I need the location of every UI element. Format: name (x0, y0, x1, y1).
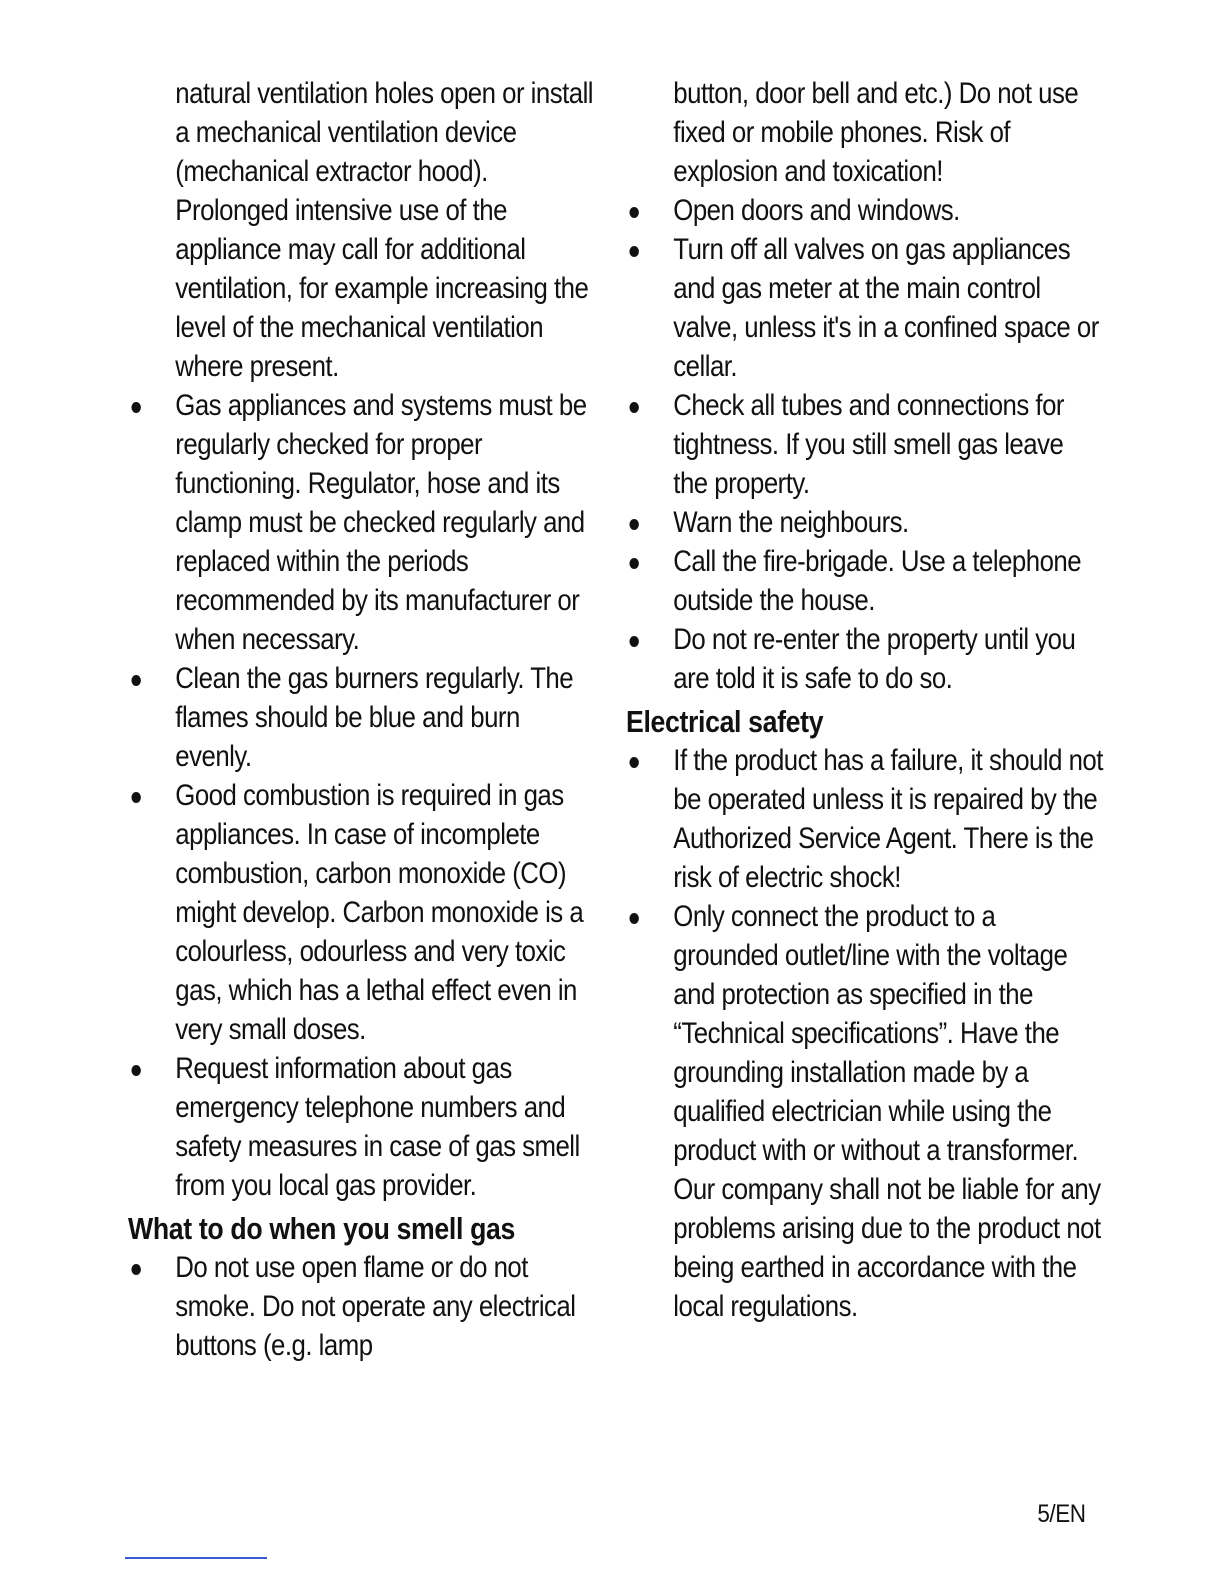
list-item: Open doors and windows. (626, 191, 1103, 230)
list-item: Do not use open flame or do not smoke. Do not operate any electrical buttons (e.g. lamp (128, 1248, 597, 1365)
list-item: If the product has a failure, it should not be operated unless it is repaired by the Authorized Service Agent. There is the risk of electric shock! (626, 741, 1103, 897)
left-column (128, 74, 597, 1365)
list-item-continuation: natural ventilation holes open or install a mechanical ventilation device (mechanical extractor hood). Prolonged intensive use of the appliance may call for additional ventilation, for example increasing the level of the mechanical ventilation where present. (175, 77, 594, 383)
list-item: Clean the gas burners regularly. The flames should be blue and burn evenly. (128, 659, 597, 776)
list-item: Call the fire-brigade. Use a telephone outside the house. (626, 542, 1103, 620)
list-item: Check all tubes and connections for tightness. If you still smell gas leave the property. (626, 386, 1103, 503)
list-item: Warn the neighbours. (626, 503, 1103, 542)
section-heading-electrical-safety: Electrical safety (626, 704, 824, 739)
list-item: Only connect the product to a grounded outlet/line with the voltage and protection as specified in the “Technical specifications”. Have the grounding installation made by a qualified electrician while using the product with or without a transformer. Our company shall not be liable for any problems arising due to the product not being earthed in accordance with the local regulations. (626, 897, 1103, 1326)
right-bullet-list (626, 74, 1103, 698)
list-item-continuation: button, door bell and etc.) Do not use fixed or mobile phones. Risk of explosion and toxication! (673, 77, 1079, 188)
footer-divider (125, 1557, 267, 1559)
page-number: 5/EN (1037, 1500, 1086, 1528)
section-heading-smell-gas: What to do when you smell gas (128, 1211, 515, 1246)
left-bullet-list (128, 74, 597, 1205)
list-item: Good combustion is required in gas appliances. In case of incomplete combustion, carbon monoxide (CO) might develop. Carbon monoxide is a colourless, odourless and very toxic gas, which has a lethal effect even in very small doses. (128, 776, 597, 1049)
list-item: Request information about gas emergency telephone numbers and safety measures in case of gas smell from you local gas provider. (128, 1049, 597, 1205)
smell-gas-bullet-list (128, 1248, 597, 1365)
electrical-safety-bullet-list (626, 741, 1103, 1326)
list-item: Gas appliances and systems must be regularly checked for proper functioning. Regulator, hose and its clamp must be checked regularly and replaced within the periods recommended by its manufacturer or when necessary. (128, 386, 597, 659)
right-column (626, 74, 1103, 1326)
list-item: Turn off all valves on gas appliances and gas meter at the main control valve, unless it's in a confined space or cellar. (626, 230, 1103, 386)
list-item: Do not re-enter the property until you are told it is safe to do so. (626, 620, 1103, 698)
